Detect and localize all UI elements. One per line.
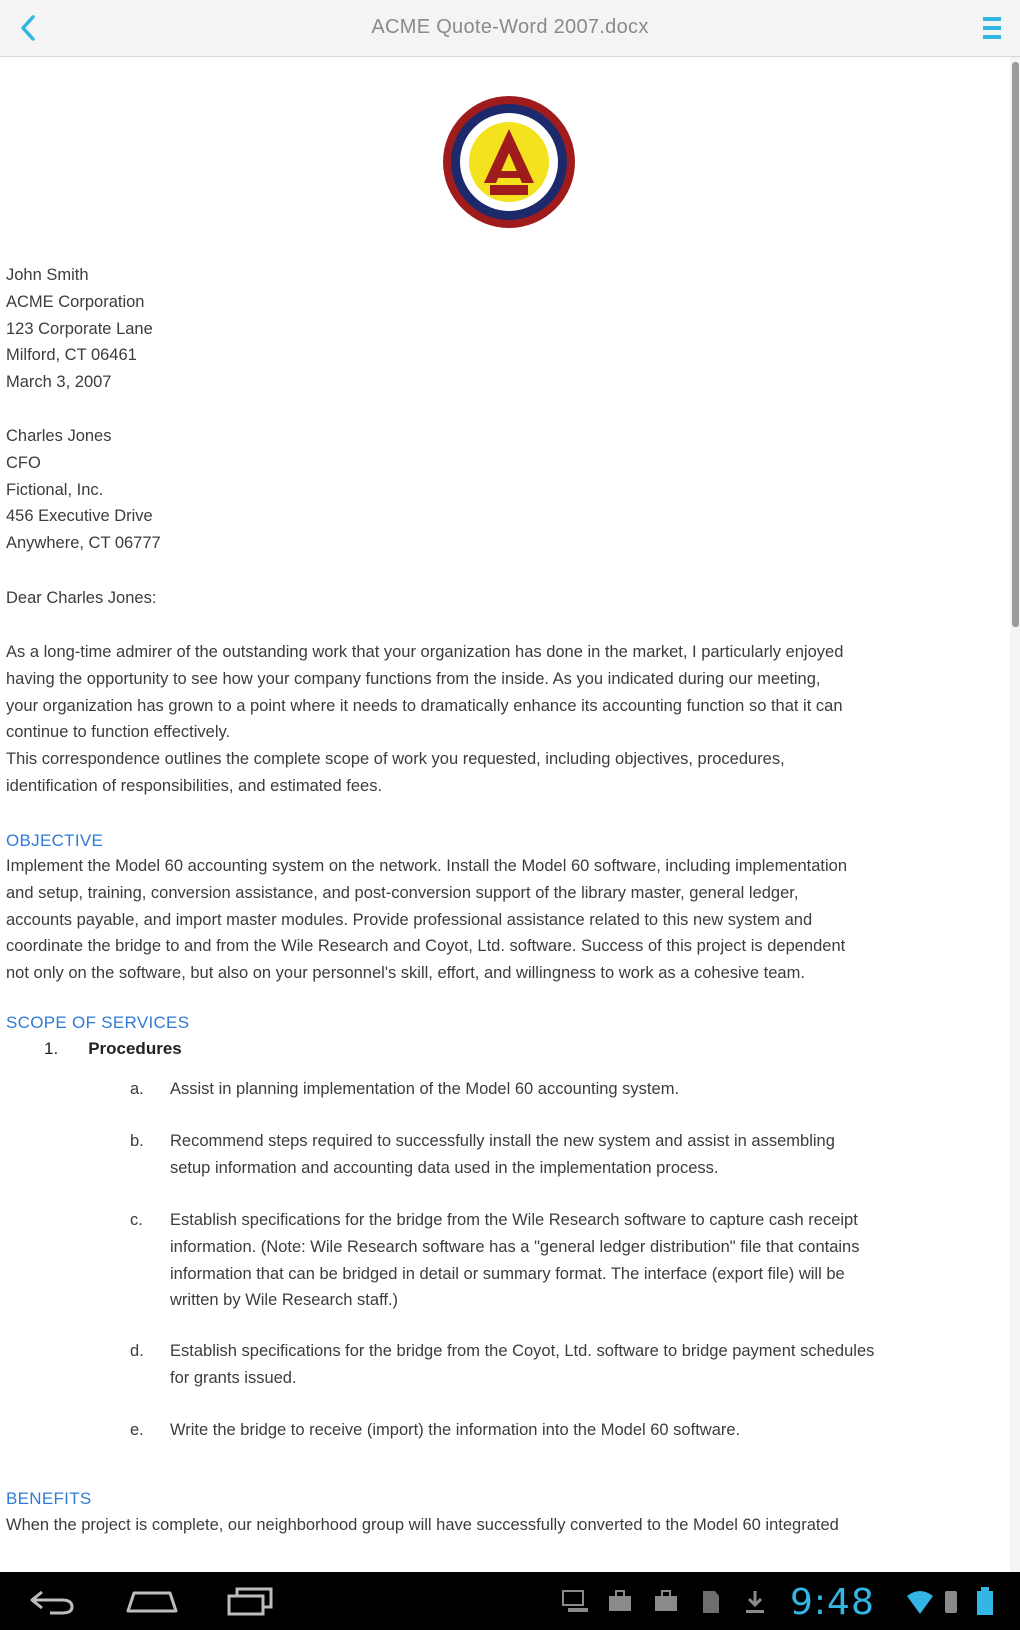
vibrate-icon: [942, 1588, 960, 1616]
nav-back-button[interactable]: [24, 1580, 80, 1622]
list-item: a. Assist in planning implementation of the Model 60 accounting system.: [130, 1080, 680, 1098]
back-arrow-icon: [28, 1586, 76, 1616]
screenshot-icon: [560, 1588, 590, 1614]
scope-heading: SCOPE OF SERVICES: [6, 1013, 190, 1032]
status-clock: 9:48: [790, 1582, 875, 1623]
salutation: Dear Charles Jones:: [6, 589, 157, 607]
benefits-paragraph: When the project is complete, our neighborhood group will have successfully converted to the Model 60 integrated: [6, 1516, 839, 1534]
nav-home-button[interactable]: [122, 1580, 182, 1622]
list-item: e. Write the bridge to receive (import) the information into the Model 60 software.: [130, 1421, 741, 1439]
objective-heading: OBJECTIVE: [6, 831, 104, 850]
nav-recents-button[interactable]: [222, 1580, 278, 1622]
document-title: ACME Quote-Word 2007.docx: [371, 16, 649, 38]
sender-address: John Smith ACME Corporation 123 Corporate Lane Milford, CT 06461 March 3, 2007: [6, 266, 153, 392]
list-item: d. Establish specifications for the bridge from the Coyot, Ltd. software to bridge payment schedules for grants issued.: [130, 1342, 875, 1387]
battery-icon: [974, 1586, 996, 1616]
back-button[interactable]: [8, 8, 48, 48]
wifi-icon: [905, 1590, 935, 1616]
list-item: b. Recommend steps required to successfully install the new system and assist in assembling setup information and accounting data used in the implementation process.: [130, 1132, 835, 1177]
acme-logo: [438, 91, 580, 233]
overflow-menu-button[interactable]: [974, 10, 1010, 46]
chevron-left-icon: [17, 13, 39, 43]
objective-paragraph: Implement the Model 60 accounting system on the network. Install the Model 60 software, including implementation and setup, training, conversion assistance, and post-conversion support of the library master, general ledger, accounts payable, and import master modules. Provide professional assistance related to this new system and coordinate the bridge to and from the Wile Research and Coyot, Ltd. software. Success of this project is dependent not only on the software, but also on your personnel's skill, effort, and willingness to work as a cohesive team.: [6, 857, 848, 983]
system-nav-bar: [0, 1572, 1020, 1630]
recent-apps-icon: [225, 1586, 275, 1616]
recipient-address: Charles Jones CFO Fictional, Inc. 456 Executive Drive Anywhere, CT 06777: [6, 427, 161, 553]
home-icon: [124, 1587, 180, 1615]
sd-card-icon: [700, 1588, 722, 1616]
list-item: c. Establish specifications for the bridge from the Wile Research software to capture cash receipt information. (Note: Wile Research software has a "general ledger distribution" file that contains information that can be bridged in detail or summary format. The interface (export file) will be written by Wile Research staff.): [130, 1211, 860, 1310]
download-icon: [742, 1588, 768, 1616]
document-viewer[interactable]: [0, 57, 1010, 1572]
procedures-heading: [44, 1039, 182, 1059]
procedures-label: Procedures: [88, 1039, 182, 1058]
app-bar: [0, 0, 1020, 57]
benefits-heading: BENEFITS: [6, 1489, 92, 1508]
shopping-bag-icon: [653, 1588, 679, 1614]
intro-paragraph: As a long-time admirer of the outstanding work that your organization has done in the market, I particularly enjoyed having the opportunity to see how your company functions from the inside. As you indicated during our meeting, your organization has grown to a point where it needs to dramatically enhance its accounting function so that it can continue to function effectively. This correspondence outlines the complete scope of work you requested, including objectives, procedures, identification of responsibilities, and estimated fees.: [6, 643, 844, 795]
scrollbar-thumb[interactable]: [1012, 62, 1019, 627]
briefcase-icon: [607, 1588, 633, 1614]
procedures-number: 1.: [44, 1039, 59, 1058]
overflow-menu-icon: [981, 13, 1003, 43]
